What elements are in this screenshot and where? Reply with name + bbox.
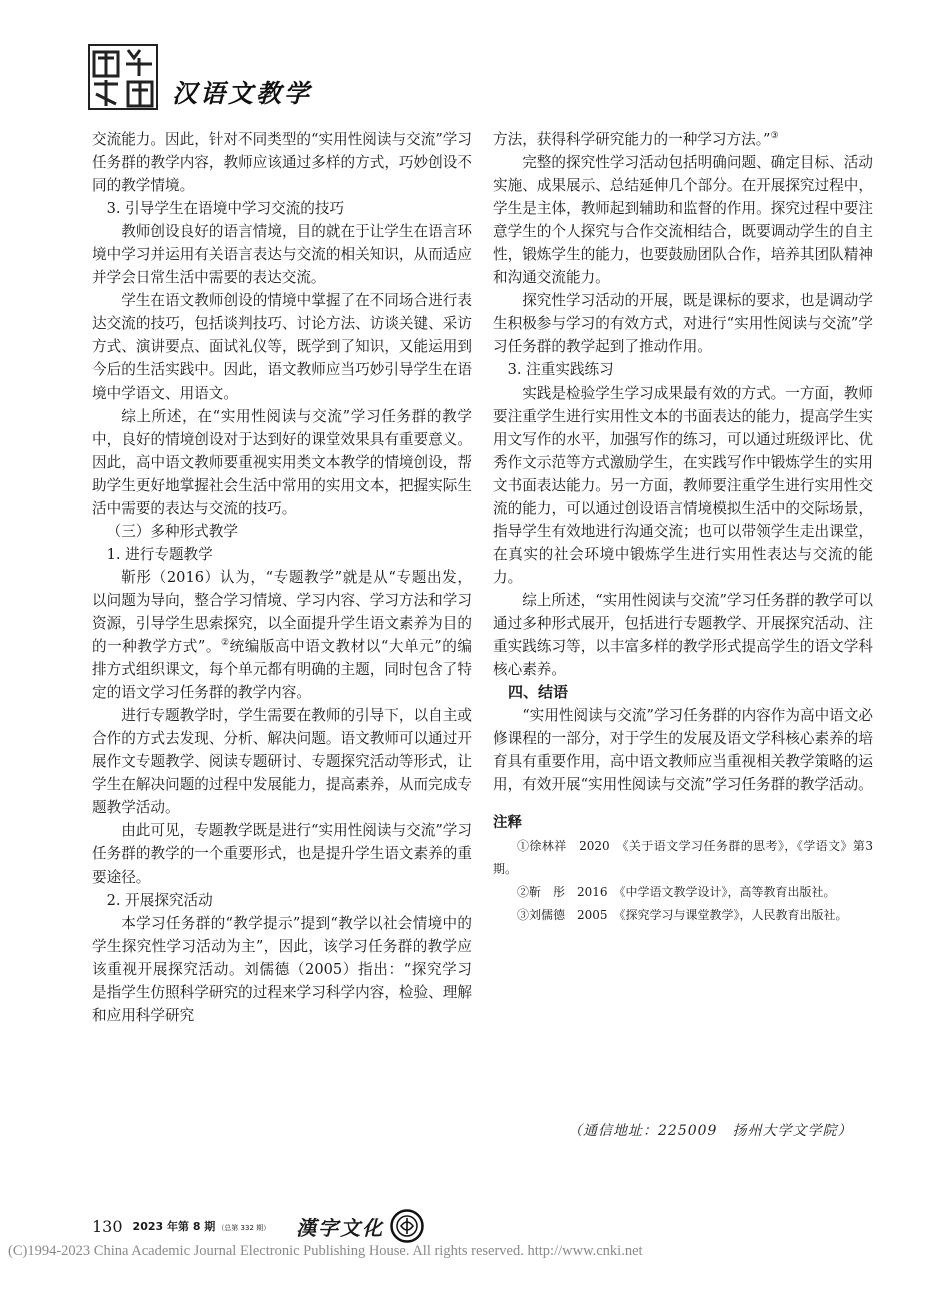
paragraph xyxy=(92,566,472,704)
paragraph-text: 交流能力。因此，针对不同类型的“实用性阅读与交流”学习任务群的教学内容，教师应该通过多样的方式，巧妙创设不同的教学情境。 xyxy=(92,131,472,195)
page-footer xyxy=(92,1208,424,1244)
note-item: ②靳 彤 2016 《中学语文教学设计》，高等教育出版社。 xyxy=(517,885,836,900)
paragraph-continuation xyxy=(92,128,472,197)
paragraph xyxy=(92,819,472,888)
section-title: 汉语文教学 xyxy=(172,79,313,108)
copyright-notice: (C)1994-2023 China Academic Journal Electronic Publishing House. All rights reserved. http://www.cnki.net xyxy=(8,1243,643,1259)
journal-brand: 漢字文化 xyxy=(296,1215,385,1240)
paragraph xyxy=(92,704,472,819)
journal-logo xyxy=(88,44,158,110)
paragraph-text: 综上所述，“实用性阅读与交流”学习任务群的教学可以通过多种形式展开，包括进行专题教学、开展探究活动、注重实践练习等，以丰富多样的教学形式提高学生的语文学科核心素养。 xyxy=(493,591,873,679)
paragraph xyxy=(493,589,873,681)
logo-seal-icon xyxy=(88,44,158,110)
subheading xyxy=(92,197,472,220)
paragraph-text: 教师创设良好的语言情境，目的就在于让学生在语言环境中学习并运用有关语言表达与交流的相关知识，从而适应并学会日常生活中需要的表达交流。 xyxy=(92,223,472,287)
issue-label: 2023 年第 8 期 xyxy=(132,1220,216,1233)
paragraph-text: 完整的探究性学习活动包括明确问题、确定目标、活动实施、成果展示、总结延伸几个部分。在开展探究过程中，学生是主体，教师起到辅助和监督的作用。探究过程中要注意学生的个人探究与合作交流相结合，既要调动学生的自主性，锻炼学生的能力，也要鼓励团队合作，培养其团队精神和沟通交流能力。 xyxy=(493,154,873,287)
paragraph-text: 学生在语文教师创设的情境中掌握了在不同场合进行表达交流的技巧，包括谈判技巧、讨论方法、访谈关键、采访方式、演讲要点、面试礼仪等，既学到了知识，又能运用到今后的生活实践中。因此，语文教师应当巧妙引导学生在语境中学语文、用语文。 xyxy=(92,292,472,402)
subheading xyxy=(92,520,472,543)
paragraph-text: 探究性学习活动的开展，既是课标的要求，也是调动学生积极参与学习的有效方式，对进行“实用性阅读与交流”学习任务群的教学起到了推动作用。 xyxy=(493,292,873,356)
issue-total: （总第 332 期） xyxy=(217,1224,271,1232)
subheading xyxy=(493,358,873,381)
paragraph-text: “实用性阅读与交流”学习任务群的内容作为高中语文必修课程的一部分，对于学生的发展及语文学科核心素养的培育具有重要作用，高中语文教师应当重视相关教学策略的运用，有效开展“实用性阅读与交流”学习任务群的教学活动。 xyxy=(493,707,873,794)
section-heading xyxy=(493,681,873,704)
paragraph-continuation xyxy=(493,128,873,151)
note-item: ③刘儒德 2005 《探究学习与课堂教学》，人民教育出版社。 xyxy=(517,908,848,923)
paragraph xyxy=(493,151,873,289)
paragraph-text: 3. 注重实践练习 xyxy=(507,361,614,379)
paragraph xyxy=(92,912,472,1027)
notes-title: 注释 xyxy=(493,815,522,832)
paragraph-text: （三）多种形式教学 xyxy=(106,522,238,540)
author-address: （通信地址：225009 扬州大学文学院） xyxy=(568,1123,853,1139)
paragraph-text: 进行专题教学时，学生需要在教师的引导下，以自主或合作的方式去发现、分析、解决问题。语文教师可以通过开展作文专题教学、阅读专题研讨、专题探究活动等形式，让学生在解决问题的过程中发展能力，提高素养，从而完成专题教学活动。 xyxy=(92,707,472,817)
paragraph-text: 方法，获得科学研究能力的一种学习方法。” xyxy=(493,131,771,148)
page-number: 130 xyxy=(92,1216,123,1236)
seal-icon xyxy=(390,1209,424,1243)
paragraph xyxy=(493,289,873,358)
paragraph-text: 3. 引导学生在语境中学习交流的技巧 xyxy=(106,200,345,218)
paragraph xyxy=(493,382,873,589)
paragraph-text: 1. 进行专题教学 xyxy=(106,545,213,563)
subheading xyxy=(92,543,472,566)
paragraph-text: 本学习任务群的“教学提示”提到“教学以社会情境中的学生探究性学习活动为主”，因此，该学习任务群的教学应该重视开展探究活动。刘儒德（2005）指出：“探究学习是指学生仿照科学研究的过程来学习科学内容，检验、理解和应用科学研究 xyxy=(92,914,472,1024)
paragraph xyxy=(92,289,472,404)
paragraph-text: 由此可见，专题教学既是进行“实用性阅读与交流”学习任务群的教学的一个重要形式，也是提升学生语文素养的重要途径。 xyxy=(92,822,472,886)
left-column xyxy=(92,128,472,1027)
issue-info xyxy=(133,1218,271,1234)
paragraph-text: 统编版高中语文教材以“大单元”的编排方式组织课文，每个单元都有明确的主题，同时包含了特定的语文学习任务群的教学内容。 xyxy=(92,638,472,702)
footnote-marker: ② xyxy=(221,638,230,649)
paragraph-text: 实践是检验学生学习成果最有效的方式。一方面，教师要注重学生进行实用性文本的书面表达的能力，提高学生实用文写作的水平，加强写作的练习，可以通过班级评比、优秀作文示范等方式激励学生，在实践写作中锻炼学生的实用文书面表达能力。另一方面，教师要注重学生进行实用性交流的能力，可以通过创设语言情境模拟生活中的交际场景，指导学生有效地进行沟通交流；也可以带领学生走出课堂，在真实的社会环境中锻炼学生进行实用性表达与交流的能力。 xyxy=(493,384,873,586)
footnote-marker: ③ xyxy=(770,131,779,142)
paragraph xyxy=(493,704,873,796)
note-item: ①徐林祥 2020 《关于语文学习任务群的思考》，《学语文》第3期。 xyxy=(493,839,873,877)
paragraph-text: 2. 开展探究活动 xyxy=(106,891,213,909)
paragraph-text: 靳彤（2016）认为，“专题教学”就是从“专题出发，以问题为导向，整合学习情境、学习内容、学习方法和学习资源，引导学生思索探究，以全面提升学生语文素养为目的的一种教学方式”。 xyxy=(92,568,472,656)
notes-list xyxy=(493,835,873,927)
right-column xyxy=(493,128,873,927)
paragraph xyxy=(92,220,472,289)
paragraph xyxy=(92,405,472,520)
paragraph-text: 四、结语 xyxy=(508,683,569,702)
subheading xyxy=(92,889,472,912)
paragraph-text: 综上所述，在“实用性阅读与交流”学习任务群的教学中，良好的情境创设对于达到好的课堂效果具有重要意义。因此，高中语文教师要重视实用类文本教学的情境创设，帮助学生更好地掌握社会生活中常用的实用文本，把握实际生活中需要的表达与交流的技巧。 xyxy=(92,407,472,517)
right-column-body xyxy=(493,128,873,796)
